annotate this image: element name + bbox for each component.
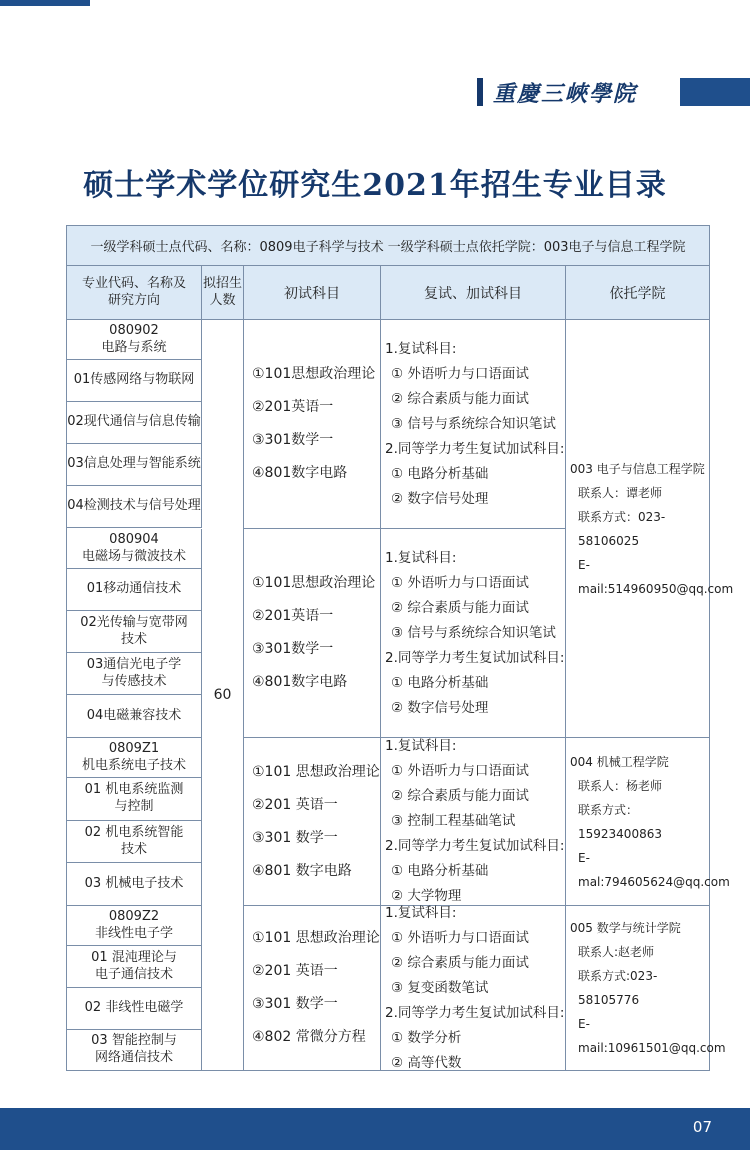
retest-item: ① 外语听力与口语面试 [391, 763, 529, 779]
retest-item: 1.复试科目: [385, 904, 457, 921]
major-code: 080904 [109, 531, 159, 547]
direction-text: 02 机电系统智能 [84, 824, 184, 840]
retest-item: ② 高等代数 [391, 1054, 462, 1071]
retest-item: ① 数学分析 [391, 1029, 462, 1046]
college-name: 004 机械工程学院 [570, 754, 669, 769]
initial-subject: ④802 常微分方程 [252, 1029, 366, 1045]
college-cell [566, 738, 730, 906]
direction-text: 网络通信技术 [94, 1050, 173, 1065]
direction-cell [67, 821, 202, 863]
table-banner: 一级学科硕士点代码、名称：0809电子科学与技术 一级学科硕士点依托学院：003电子与信息工程学院 [67, 226, 709, 266]
major-code-cell [67, 738, 202, 778]
initial-subject: ③301数学一 [252, 641, 334, 657]
college-contact: 联系人:赵老师 [578, 945, 655, 959]
retest-item: 1.复试科目: [385, 738, 457, 754]
initial-subject: ①101思想政治理论 [252, 366, 376, 382]
retest-item: ② 综合素质与能力面试 [391, 954, 529, 971]
retest-item: 2.同等学力考生复试加试科目: [385, 649, 565, 666]
retest-item: ③ 控制工程基础笔试 [391, 813, 516, 829]
header-college: 依托学院 [566, 266, 709, 320]
retest-item: ① 电路分析基础 [391, 674, 489, 691]
major-name: 电磁场与微波技术 [81, 548, 186, 564]
initial-subject: ①101思想政治理论 [252, 575, 376, 591]
brand-accent-bar [680, 78, 750, 106]
direction-cell [67, 569, 202, 611]
college-name: 005 数学与统计学院 [570, 921, 681, 935]
retest-item: 2.同等学力考生复试加试科目: [385, 1004, 565, 1021]
page-number: 07 [692, 1118, 712, 1136]
initial-subjects-cell [244, 738, 381, 906]
header-quota [202, 266, 244, 320]
direction-text: 02 非线性电磁学 [84, 1000, 184, 1016]
header-initial: 初试科目 [244, 266, 381, 320]
retest-item: 2.同等学力考生复试加试科目: [385, 440, 565, 457]
direction-cell [67, 695, 202, 738]
retest-subjects-cell [381, 529, 566, 738]
major-code-cell [67, 906, 202, 946]
direction-text: 技术 [120, 841, 147, 857]
retest-subjects-cell [381, 738, 566, 906]
initial-subject: ①101 思想政治理论 [252, 930, 380, 946]
college-email: E-mail:514960950@qq.com [578, 557, 734, 596]
direction-text: 03信息处理与智能系统 [67, 456, 201, 472]
direction-text: 03通信光电子学 [86, 656, 182, 672]
major-code: 080902 [109, 322, 159, 338]
direction-cell [67, 988, 202, 1030]
direction-text: 04检测技术与信号处理 [67, 498, 201, 514]
retest-item: ① 外语听力与口语面试 [391, 365, 529, 382]
retest-item: ① 电路分析基础 [391, 863, 489, 879]
direction-text: 01 混沌理论与 [91, 949, 177, 965]
header-quota-line2: 人数 [209, 292, 236, 308]
major-code-cell [67, 320, 202, 360]
direction-cell [67, 863, 202, 906]
college-email: E-mal:794605624@qq.com [578, 850, 730, 889]
college-phone: 联系方式:023-58105776 [578, 969, 658, 1007]
direction-cell [67, 778, 202, 821]
direction-text: 02光传输与宽带网 [80, 614, 188, 630]
initial-subject: ③301数学一 [252, 432, 334, 448]
retest-item: ② 数字信号处理 [391, 699, 489, 716]
college-phone: 联系方式：15923400863 [578, 802, 662, 841]
direction-cell [67, 360, 202, 402]
initial-subject: ②201英语一 [252, 608, 334, 624]
initial-subjects-cell [244, 906, 381, 1071]
initial-subject: ②201英语一 [252, 399, 334, 415]
direction-cell [67, 1030, 202, 1071]
top-accent-bar [0, 0, 90, 6]
direction-text: 与传感技术 [101, 673, 167, 689]
brand-mark [477, 78, 483, 106]
initial-subject: ②201 英语一 [252, 963, 338, 979]
major-code: 0809Z2 [108, 908, 160, 924]
college-cell [566, 906, 726, 1071]
retest-item: 1.复试科目: [385, 340, 457, 357]
college-phone: 联系方式：023-58106025 [578, 509, 666, 548]
retest-subjects-cell [381, 320, 566, 529]
retest-item: ② 大学物理 [391, 888, 462, 904]
direction-cell [67, 444, 202, 486]
retest-item: ① 外语听力与口语面试 [391, 929, 529, 946]
major-name: 电路与系统 [101, 339, 167, 355]
initial-subjects-cell [244, 320, 381, 529]
direction-cell [67, 402, 202, 444]
page-title: 硕士学术学位研究生2021年招生专业目录 [83, 168, 667, 203]
initial-subject: ④801数字电路 [252, 465, 348, 481]
direction-cell [67, 946, 202, 988]
direction-text: 电子通信技术 [94, 966, 173, 982]
header-major-line1: 专业代码、名称及 [81, 275, 186, 291]
college-contact: 联系人：谭老师 [578, 485, 663, 500]
major-code: 0809Z1 [108, 740, 160, 756]
direction-cell [67, 486, 202, 528]
retest-item: 2.同等学力考生复试加试科目: [385, 838, 565, 854]
retest-item: ① 外语听力与口语面试 [391, 574, 529, 591]
school-brand [477, 78, 637, 106]
initial-subject: ③301 数学一 [252, 829, 338, 846]
header-major-line2: 研究方向 [107, 292, 160, 308]
major-code-cell [67, 529, 202, 569]
retest-item: ② 综合素质与能力面试 [391, 390, 529, 407]
retest-item: ① 电路分析基础 [391, 465, 489, 482]
retest-item: ③ 复变函数笔试 [391, 979, 489, 996]
direction-cell [67, 611, 202, 653]
initial-subject: ④801 数字电路 [252, 862, 352, 879]
header-major [67, 266, 202, 320]
direction-text: 01 机电系统监测 [84, 782, 184, 798]
footer-bar [0, 1108, 750, 1150]
direction-text: 03 智能控制与 [91, 1033, 177, 1049]
major-name: 机电系统电子技术 [81, 757, 186, 773]
header-retest: 复试、加试科目 [381, 266, 566, 320]
college-contact: 联系人：杨老师 [578, 778, 663, 793]
initial-subject: ①101 思想政治理论 [252, 763, 380, 780]
direction-text: 03 机械电子技术 [84, 875, 184, 891]
direction-text: 02现代通信与信息传输 [67, 414, 201, 430]
direction-text: 01传感网络与物联网 [73, 372, 195, 388]
initial-subject: ③301 数学一 [252, 996, 338, 1012]
retest-subjects-cell [381, 906, 566, 1071]
retest-item: ② 数字信号处理 [391, 490, 489, 507]
direction-cell [67, 653, 202, 695]
header-quota-line1: 拟招生 [202, 275, 242, 291]
college-cell [566, 320, 734, 738]
initial-subject: ②201 英语一 [252, 796, 338, 813]
major-name: 非线性电子学 [94, 925, 173, 941]
retest-item: ③ 信号与系统综合知识笔试 [391, 415, 556, 432]
direction-text: 04电磁兼容技术 [86, 707, 182, 723]
direction-text: 技术 [120, 631, 147, 647]
retest-item: ② 综合素质与能力面试 [391, 599, 529, 616]
retest-item: 1.复试科目: [385, 549, 457, 566]
college-email: E-mail:10961501@qq.com [578, 1017, 726, 1055]
direction-text: 与控制 [114, 799, 154, 814]
initial-subject: ④801数字电路 [252, 674, 348, 690]
quota-cell: 60 [202, 320, 244, 1071]
college-name: 003 电子与信息工程学院 [570, 461, 705, 476]
initial-subjects-cell [244, 529, 381, 738]
retest-item: ② 综合素质与能力面试 [391, 788, 529, 804]
catalog-table [66, 225, 734, 1071]
school-name: 重慶三峽學院 [493, 80, 638, 107]
retest-item: ③ 信号与系统综合知识笔试 [391, 624, 556, 641]
direction-text: 01移动通信技术 [86, 581, 182, 597]
